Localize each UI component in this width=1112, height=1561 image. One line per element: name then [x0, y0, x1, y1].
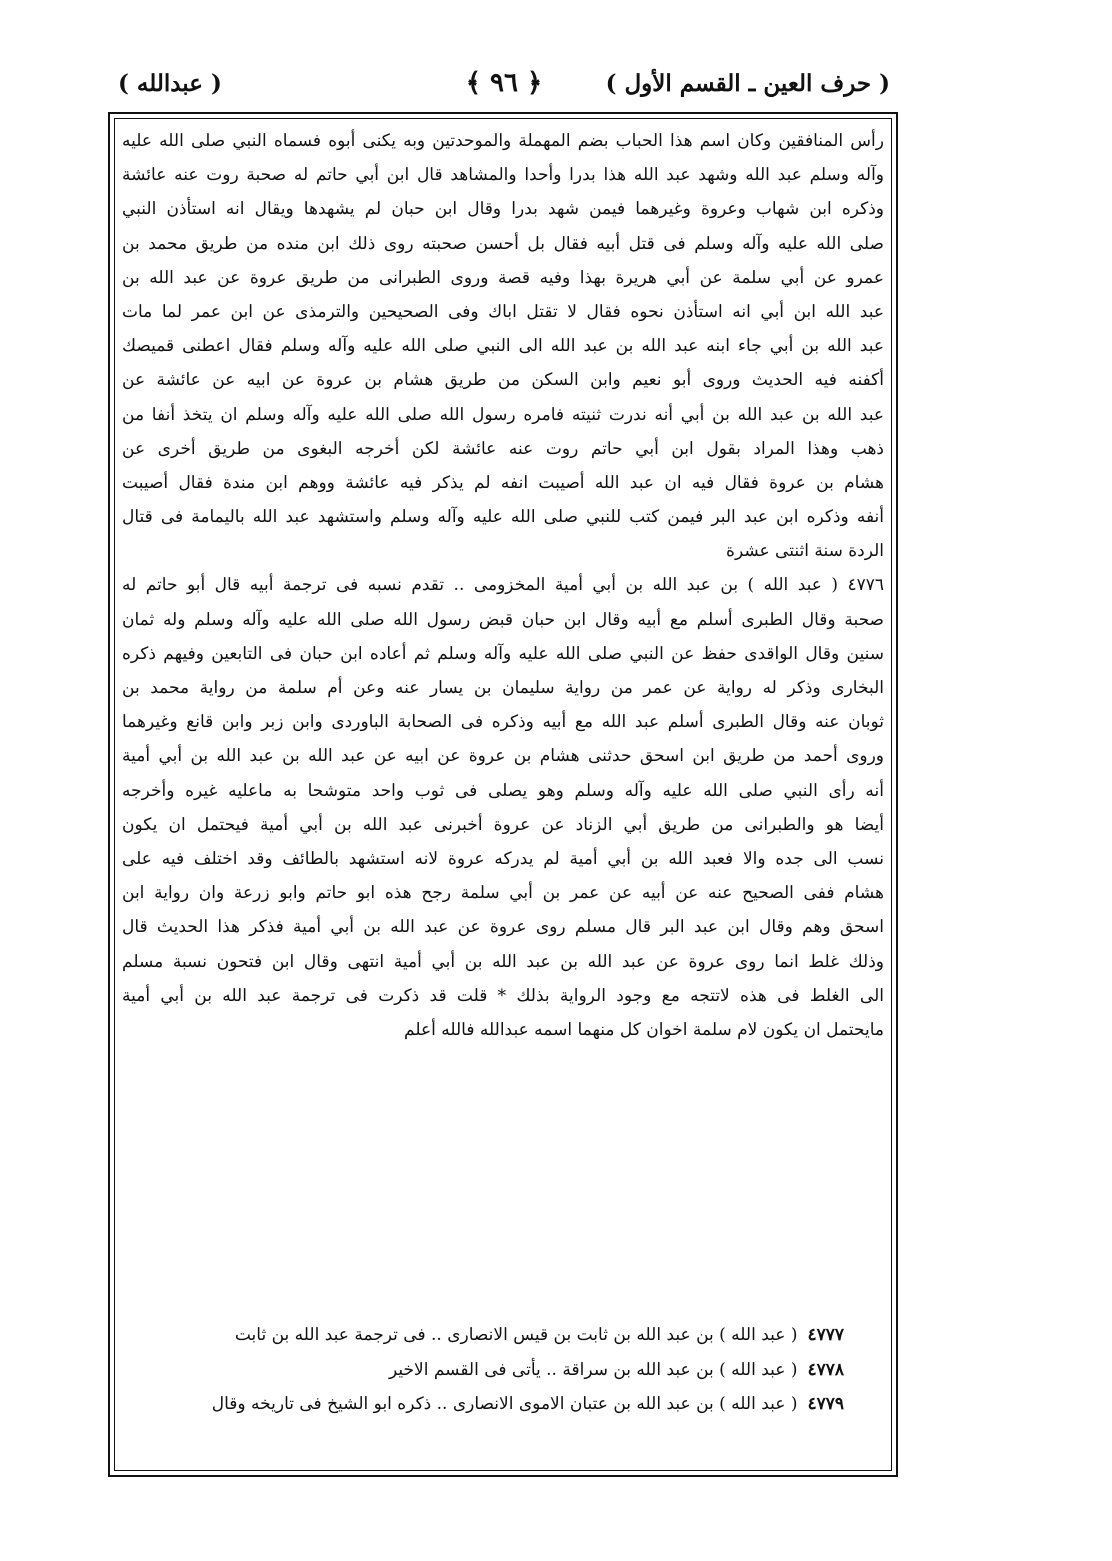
text-line: أكفنه فيه الحديث وروى أبو نعيم وابن السكن من طريق هشام بن عروة عن ابيه عن عائشة عن: [122, 370, 884, 391]
text-line: عمرو عن أبي سلمة عن أبي هريرة بهذا وفيه قصة وروى الطبرانى من طريق عروة عن عبد الله بن: [122, 267, 884, 288]
text-line: أيضا هو والطبرانى من طريق أبي الزناد عن عروة أخبرنى عبد الله بن أبي أمية فيحتمل ان يكون: [122, 814, 884, 835]
text-line: صلى الله عليه وآله وسلم فى قتل أبيه فقال بل أحسن صحبته روى ذلك ابن منده من طريق محمد بن: [122, 233, 884, 254]
text-line: وذلك غلط انما روى عروة عن عبد الله بن عبد الله بن أبي أمية انتهى وقال ابن فتحون نسبة مسلم: [122, 951, 884, 972]
main-text-block: [122, 124, 884, 1047]
entry-number: ٤٧٧٩: [807, 1394, 844, 1414]
entry-text: ( عبد الله ) بن عبد الله بن عتبان الاموى الانصارى .. ذكره ابو الشيخ فى تاريخه وقال: [211, 1394, 798, 1414]
entry-line: [122, 1353, 884, 1388]
section-title: ( حرف العين ـ القسم الأول ): [605, 70, 890, 97]
entry-line: [122, 1318, 884, 1353]
text-line: اسحق وهم وقال ابن عبد البر قال مسلم روى عروة عن عبد الله بن أبي أمية فذكر هذا الحديث قال: [122, 917, 884, 938]
text-line: نسب الى جده والا فعبد الله بن أبي أمية لم يدركه عروة لانه استشهد بالطائف وقد اختلف فيه على: [122, 848, 884, 869]
text-line: هشام ففى الصحيح عنه عن أبيه عن عمر بن أبي سلمة رجح هذه ابو حاتم وابو زرعة وان رواية ابن: [122, 883, 884, 904]
text-line: الى الغلط فى هذه لاتتجه مع وجود الرواية بذلك * قلت قد ذكرت فى ترجمة عبد الله بن أبي أمية: [122, 985, 884, 1006]
entry-line: [122, 1387, 884, 1422]
entry-number: ٤٧٧٧: [807, 1325, 844, 1345]
page-header: [118, 66, 890, 114]
text-line: أنه رأى النبي صلى الله عليه وآله وسلم وهو يصلى فى ثوب واحد متوشحا به ماعليه غيره وأخرجه: [122, 780, 884, 801]
text-line: ذهب وهذا المراد بقول ابن أبي حاتم روت عنه عائشة لكن أخرجه البغوى من طريق أخرى عن: [122, 438, 884, 459]
text-line: صحبة وقال الطبرى أسلم مع أبيه وقال ابن حبان قبض رسول الله صلى الله عليه وآله وسلم وله ثمان: [122, 609, 884, 630]
page-number: ﴿ ٩٦ ﴾: [465, 68, 543, 98]
text-line: عبد الله بن أبي جاء ابنه عبد الله بن عبد الله الى النبي صلى الله عليه وآله وسلم فقال اعطنى قميصك: [122, 336, 884, 357]
text-line: الردة سنة اثنتى عشرة: [726, 541, 884, 562]
entry-name-title: ( عبدالله ): [118, 70, 222, 97]
text-line: مايحتمل ان يكون لام سلمة اخوان كل منهما اسمه عبدالله فالله أعلم: [404, 1019, 884, 1040]
text-line: البخارى وذكر له رواية عن عمر من رواية سليمان بن يسار عنه وعن أم سلمة من رواية محمد بن: [122, 678, 884, 698]
entry-text: ( عبد الله ) بن عبد الله بن ثابت بن قيس الانصارى .. فى ترجمة عبد الله بن ثابت: [234, 1325, 798, 1345]
text-line: هشام بن عروة فقال فيه ان عبد الله أصيبت انفه لم يذكر فيه عائشة ووهم ابن مندة فقال أصيبت: [122, 472, 884, 493]
text-line: وآله وسلم عبد الله وشهد عبد الله هذا بدرا وأحدا والمشاهد قال ابن أبي حاتم له صحبة روت عنه عائشة: [122, 165, 884, 186]
entries-list: [122, 1318, 884, 1422]
text-line: سنين وقال الواقدى حفظ عن النبي صلى الله عليه وآله وسلم ثم أعاده ابن حبان فى التابعين وفيهم ذكره: [122, 643, 884, 664]
text-line: رأس المنافقين وكان اسم هذا الحباب بضم المهملة والموحدتين وبه يكنى أبوه فسماه النبي صلى الله عليه: [122, 131, 884, 151]
text-line: ثوبان عنه وقال الطبرى أسلم عبد الله مع أبيه وذكره فى الصحابة الباوردى وابن زبر وابن قانع وغيرهما: [122, 712, 884, 733]
text-line: أنفه وذكره ابن عبد البر فيمن كتب للنبي صلى الله عليه وآله وسلم واستشهد عبد الله باليمامة فى قتال: [122, 507, 884, 528]
entry-text: ( عبد الله ) بن عبد الله بن سراقة .. يأتى فى القسم الاخير: [389, 1359, 798, 1380]
text-line: وذكره ابن شهاب وعروة وغيرهما فيمن شهد بدرا وقال ابن حبان لم يشهدها ويقال انه استأذن النبي: [122, 199, 884, 220]
text-line: ٤٧٧٦ ( عبد الله ) بن عبد الله بن أبي أمية المخزومى .. تقدم نسبه فى ترجمة أبيه قال أبو حاتم له: [122, 575, 884, 596]
text-line: عبد الله بن عبد الله بن أبي أنه ندرت ثنيته فامره رسول الله صلى الله عليه وآله وسلم ان يتخذ أنفا من: [122, 404, 884, 425]
text-line: وروى أحمد من طريق ابن اسحق حدثنى هشام بن عروة عن ابيه عن عبد الله بن عبد الله بن أبي أمية: [122, 746, 884, 767]
entry-number: ٤٧٧٨: [807, 1359, 844, 1380]
text-line: عبد الله ابن أبي انه استأذن نحوه فقال لا تقتل اباك وفى الصحيحين والترمذى عن ابن عمر لما مات: [122, 301, 884, 322]
